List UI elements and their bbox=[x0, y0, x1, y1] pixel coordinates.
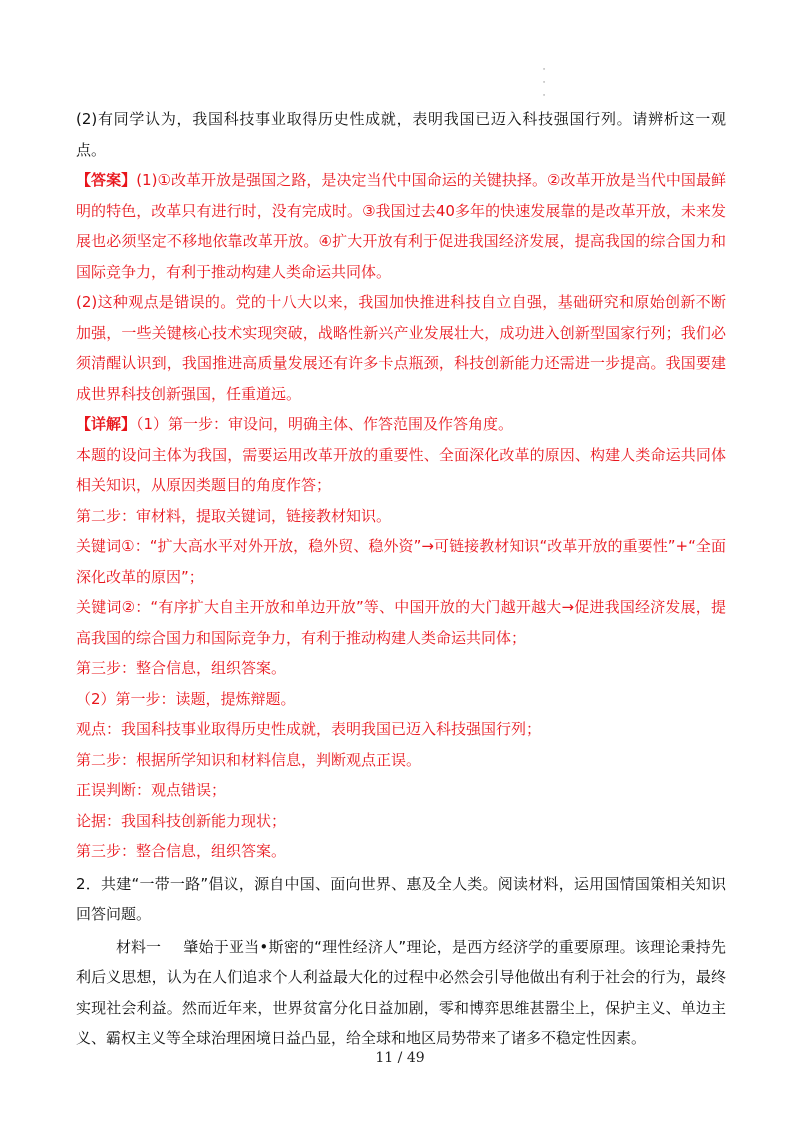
detail-step1-head bbox=[76, 409, 726, 440]
current-page: 11 bbox=[375, 1050, 394, 1066]
detail-step2-head: 第二步：审材料，提取关键词，链接教材知识。 bbox=[76, 506, 392, 525]
answer-part-1 bbox=[76, 165, 726, 287]
answer-part-1-text: (1)①改革开放是强国之路，是决定当代中国命运的关键抉择。②改革开放是当代中国最鲜明的特色，改革只有进行时，没有完成时。③我国过去40多年的快速发展靠的是改革开放，未来发展也必须坚定不移地依靠改革开放。④扩大开放有利于促进我国经济发展，提高我国的综合国力和国际竞争力，有利于推动构建人类命运共同体。 bbox=[76, 171, 726, 281]
detail-tag: 【详解】 bbox=[76, 415, 137, 433]
detail-step1-head-text: （1）第一步：审设问，明确主体、作答范围及作答角度。 bbox=[136, 415, 514, 433]
material-text: 肇始于亚当•斯密的“理性经济人”理论，是西方经济学的重要原理。该理论秉持先利后义思想，认为在人们追求个人利益最大化的过程中必然会引导他做出有利于社会的行为，最终实现社会利益。然而近年来，世界贫富分化日益加剧，零和博弈思维甚嚣尘上，保护主义、单边主义、霸权主义等全球治理困境日益凸显，给全球和地区局势带来了诸多不稳定性因素。 bbox=[76, 937, 726, 1047]
detail-q2-step2: 第二步：根据所学知识和材料信息，判断观点正误。 bbox=[76, 750, 422, 769]
answer-part-2: (2)这种观点是错误的。党的十八大以来，我国加快推进科技自立自强，基础研究和原始创新不断加强，一些关键核心技术实现突破，战略性新兴产业发展壮大，成功进入创新型国家行列；我们必须清醒认识到，我国推进高质量发展还有许多卡点瓶颈，科技创新能力还需进一步提高。我国要建成世界科技创新强国，任重道远。 bbox=[76, 293, 726, 403]
detail-q2-step1: （2）第一步：读题，提炼辩题。 bbox=[76, 689, 296, 708]
detail-evidence: 论据：我国科技创新能力现状； bbox=[76, 811, 287, 830]
answer-tag: 【答案】 bbox=[76, 171, 137, 189]
total-pages: 49 bbox=[406, 1050, 425, 1066]
detail-step3-head: 第三步：整合信息，组织答案。 bbox=[76, 659, 287, 677]
page-number-footer bbox=[0, 1050, 800, 1066]
detail-keyword-1: 关键词①：“扩大高水平对外开放，稳外贸、稳外资”→可链接教材知识“改革开放的重要性”+“全面深化改革的原因”； bbox=[76, 537, 726, 586]
detail-step1-body: 本题的设问主体为我国，需要运用改革开放的重要性、全面深化改革的原因、构建人类命运共同体相关知识，从原因类题目的角度作答； bbox=[76, 445, 726, 494]
top-dot-marks: · · · bbox=[542, 65, 546, 101]
sub-question-2: (2)有同学认为，我国科技事业取得历史性成就，表明我国已迈入科技强国行列。请辨析这一观点。 bbox=[76, 110, 726, 159]
material-label: 材料一 bbox=[116, 937, 162, 956]
detail-q2-step3: 第三步：整合信息，组织答案。 bbox=[76, 842, 287, 860]
detail-viewpoint: 观点：我国科技事业取得历史性成就，表明我国已迈入科技强国行列； bbox=[76, 720, 542, 738]
detail-keyword-2: 关键词②：“有序扩大自主开放和单边开放”等、中国开放的大门越开越大→促进我国经济发展，提高我国的综合国力和国际竞争力，有利于推动构建人类命运共同体； bbox=[76, 598, 726, 647]
material-1 bbox=[76, 932, 726, 1054]
detail-judgment: 正误判断：观点错误； bbox=[76, 781, 227, 799]
question-2: 2．共建“一带一路”倡议，源自中国、面向世界、惠及全人类。阅读材料，运用国情国策相关知识回答问题。 bbox=[76, 874, 726, 923]
page-separator: / bbox=[397, 1050, 403, 1066]
page-content bbox=[76, 104, 726, 1054]
